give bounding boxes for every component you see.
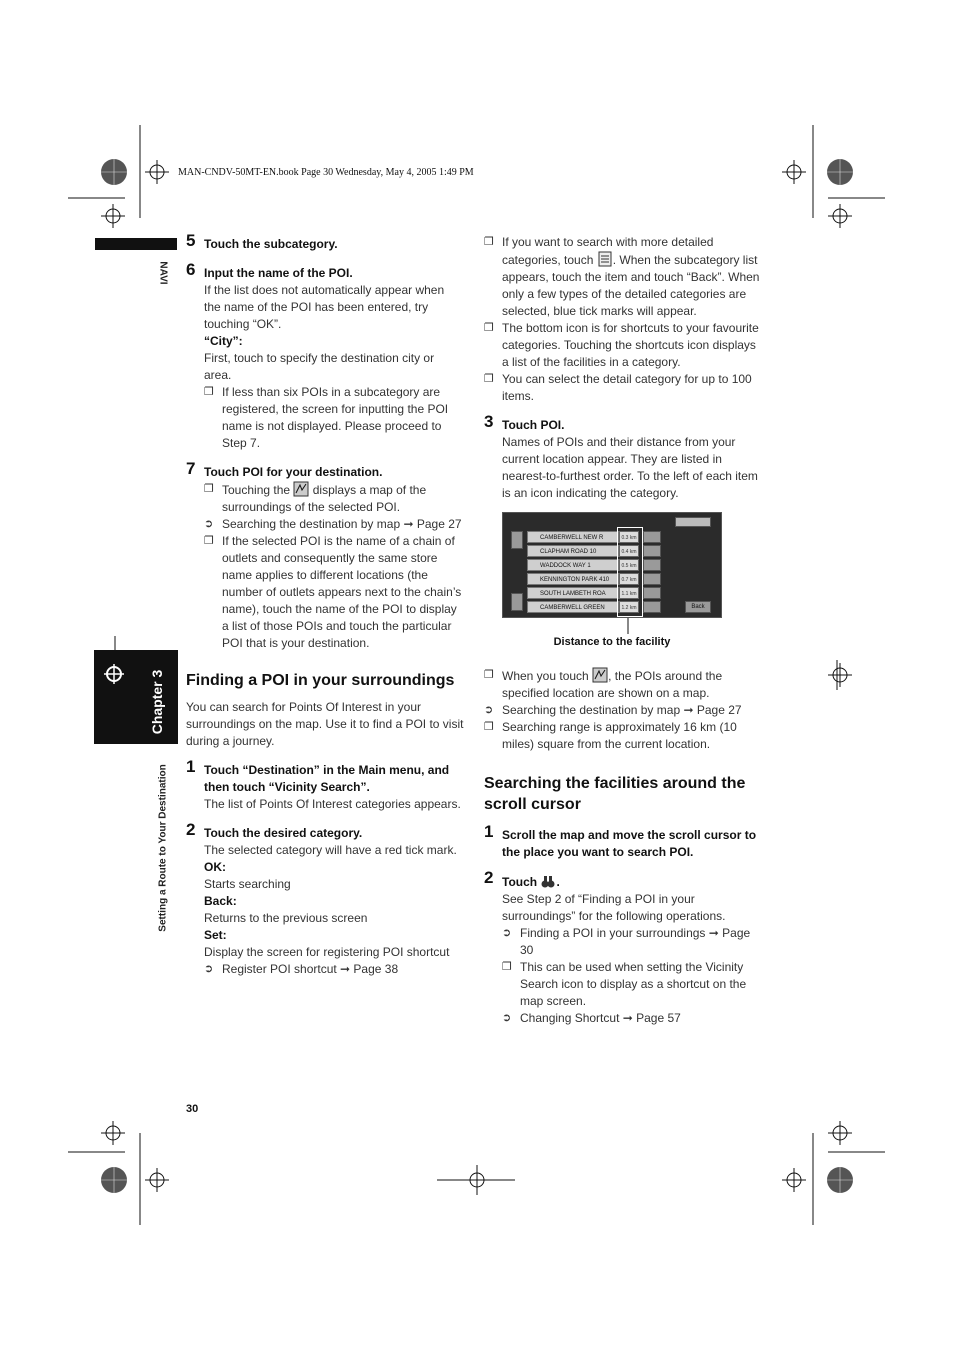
book-file-line: MAN-CNDV-50MT-EN.book Page 30 Wednesday, May 4, 2005 1:49 PM [178, 167, 474, 178]
intro-text: You can search for Points Of Interest in your surroundings on the map. Use it to find a POI to visit during a journey. [186, 700, 464, 748]
note-bullet: ❐ Touching the displays a map of the surroundings of the selected POI. [204, 483, 427, 514]
scroll-up-button[interactable] [511, 531, 523, 549]
note-bullet: ❐ The bottom icon is for shortcuts to your favourite categories. Touching the shortcuts icon displays a list of the facilities in a category. [484, 321, 759, 369]
note-bullet: ❐ If you want to search with more detailed categories, touch . When the subcategory list appears, touch the item and touch “Back”. When only a few types of the detailed categories are selected, blue tick marks will appear. [484, 235, 760, 318]
reference-link[interactable]: ➲ Changing Shortcut ➞ Page 57 [502, 1011, 681, 1025]
step-7: 7 Touch POI for your destination. ❐ Touching the displays a map of the surroundings of the selected POI. ➲ Searching the destination by map ➞ Page 27 ❐ If the selected POI is the name of a chain of outlets and consequently the same store name applies to different locations (the number of outlets appears next to the chain’s name), touch the name of the POI to display a list of those POIs and touch the particular POI that is your destination. [186, 464, 464, 652]
step-number: 2 [484, 868, 494, 887]
map-button[interactable] [643, 559, 661, 571]
registration-mark-icon [104, 664, 124, 684]
back-button[interactable]: Back [685, 601, 711, 613]
step-2: 2 Touch . See Step 2 of “Finding a POI in your surroundings” for the following operations. ➲ Finding a POI in your surroundings ➞ Page 30 ❐ This can be used when setting the Vicinity Search icon to display as a shortcut on the map screen. ➲ Changing Shortcut ➞ Page 57 [484, 873, 760, 1027]
distance-cell: 0.7 km [619, 573, 639, 585]
distance-cell: 0.5 km [619, 559, 639, 571]
map-button[interactable] [643, 587, 661, 599]
note-bullet: ❐ If the selected POI is the name of a chain of outlets and consequently the same store name applies to different locations (the number of outlets appears next to the chain’s name), touch the name of the POI to display a list of those POIs and touch the particular POI that is your destination. [204, 534, 462, 650]
note-bullet: ❐ You can select the detail category for up to 100 items. [484, 372, 752, 403]
chapter-tab [94, 650, 178, 744]
step-number: 2 [186, 820, 196, 839]
section-heading: Searching the facilities around the scroll cursor [484, 775, 746, 813]
screen-row[interactable]: WADDOCK WAY 1 [527, 559, 619, 571]
reference-link[interactable]: ➲ Finding a POI in your surroundings ➞ Page 30 [502, 926, 751, 957]
section-label: Setting a Route to Your Destination [157, 764, 169, 932]
distance-cell: 1.1 km [619, 587, 639, 599]
step-5: 5 Touch the subcategory. [186, 231, 338, 251]
map-button[interactable] [643, 573, 661, 585]
distance-highlight [617, 527, 643, 617]
step-3: 3 Touch POI. Names of POIs and their distance from your current location appear. They are listed in nearest-to-furthest order. To the left of each item is an icon indicating the category. [484, 412, 758, 500]
note-bullet: ❐ Searching range is approximately 16 km (10 miles) square from the current location. [484, 720, 737, 751]
screen-row[interactable]: KENNINGTON PARK 410 [527, 573, 619, 585]
distance-cell: 1.2 km [619, 601, 639, 613]
step-1: 1 Touch “Destination” in the Main menu, and then touch “Vicinity Search”. The list of Points Of Interest categories appears. [186, 757, 461, 811]
step-number: 3 [484, 412, 494, 431]
binoculars-icon [540, 873, 556, 889]
scroll-down-button[interactable] [511, 593, 523, 611]
scale-indicator [675, 517, 711, 527]
map-icon [592, 667, 608, 683]
note-bullet: ❐ This can be used when setting the Vicinity Search icon to display as a shortcut on the map screen. [502, 960, 747, 1008]
step-number: 6 [186, 260, 196, 279]
navi-label: NAVI [157, 261, 169, 285]
distance-cell: 0.3 km [619, 531, 639, 543]
screen-row[interactable]: CLAPHAM ROAD 10 [527, 545, 619, 557]
poi-list-screenshot [502, 512, 722, 618]
reference-link[interactable]: ➲ Register POI shortcut ➞ Page 38 [204, 962, 399, 976]
step-number: 1 [186, 757, 196, 776]
map-button[interactable] [643, 601, 661, 613]
map-icon [293, 481, 309, 497]
left-column [186, 230, 464, 978]
note-bullet: ❐ When you touch , the POIs around the specified location are shown on a map. [484, 669, 723, 700]
distance-cell: 0.4 km [619, 545, 639, 557]
screen-row[interactable]: CAMBERWELL NEW R [527, 531, 619, 543]
step-number: 7 [186, 459, 196, 478]
screen-row[interactable]: CAMBERWELL GREEN [527, 601, 619, 613]
section-heading: Finding a POI in your surroundings [186, 672, 455, 689]
step-number: 5 [186, 231, 196, 250]
reference-link[interactable]: ➲ Searching the destination by map ➞ Page 27 [204, 517, 462, 531]
right-column [484, 230, 760, 1027]
caption-leader-line [626, 618, 630, 634]
screen-row[interactable]: SOUTH LAMBETH ROA [527, 587, 619, 599]
map-button[interactable] [643, 531, 661, 543]
reference-link[interactable]: ➲ Searching the destination by map ➞ Page 27 [484, 703, 742, 717]
chapter-label: Chapter 3 [149, 669, 165, 735]
figure-caption: Distance to the facility [553, 636, 671, 648]
step-6: 6 Input the name of the POI. If the list does not automatically appear when the name of the POI has been entered, try touching “OK”. “City”: First, touch to specify the destination city or area. ❐ If less than six POIs in a subcategory are registered, the screen for inputting the POI name is not displayed. Please proceed to Step 7. [186, 265, 464, 452]
step-number: 1 [484, 822, 494, 841]
list-icon [597, 251, 613, 267]
page-number: 30 [186, 1103, 199, 1115]
side-tab-bar [95, 238, 177, 250]
step-1: 1 Scroll the map and move the scroll cursor to the place you want to search POI. [484, 822, 757, 859]
step-2: 2 Touch the desired category. The selected category will have a red tick mark. OK: Starts searching Back: Returns to the previous screen Set: Display the screen for registering POI shortcut ➲ Register POI shortcut ➞ Page 38 [186, 825, 464, 978]
note-bullet: ❐ If less than six POIs in a subcategory are registered, the screen for inputting the POI name is not displayed. Please proceed to Step 7. [204, 385, 449, 450]
map-button[interactable] [643, 545, 661, 557]
